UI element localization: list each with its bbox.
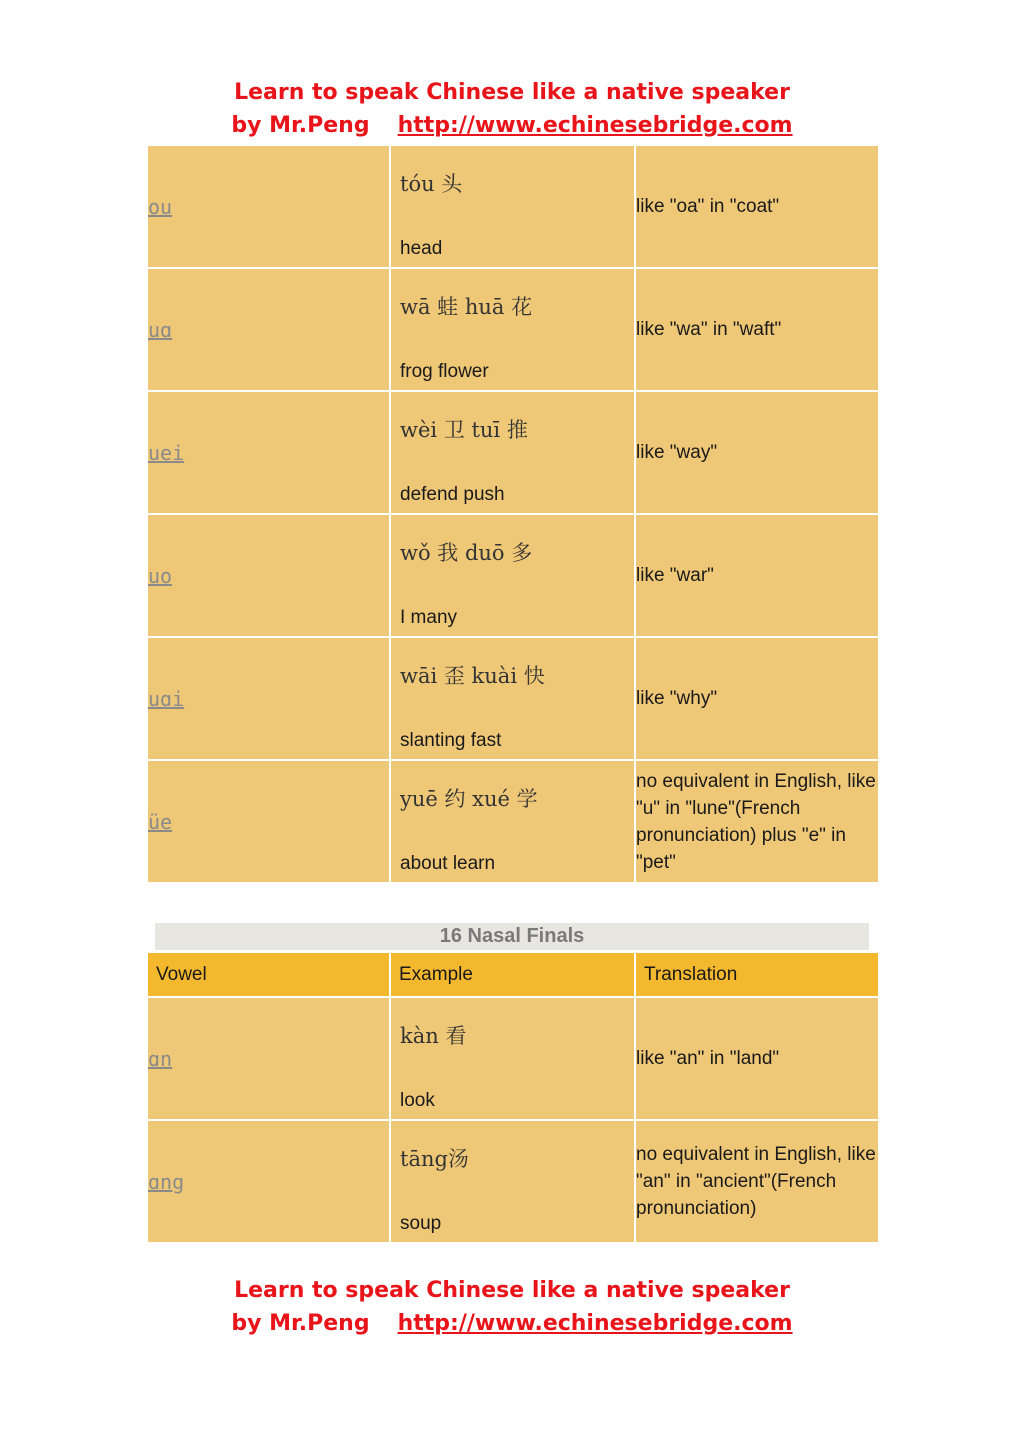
translation-cell: like "why"	[635, 637, 879, 760]
banner-author: by Mr.Peng	[231, 113, 370, 138]
example-cell	[390, 637, 635, 760]
translation-cell: no equivalent in English, like "an" in "ancient"(French pronunciation)	[635, 1120, 879, 1243]
translation-cell: no equivalent in English, like "u" in "lune"(French pronunciation) plus "e" in "pet"	[635, 760, 879, 883]
vowel-link[interactable]: ɑng	[147, 1120, 390, 1243]
translation-cell: like "war"	[635, 514, 879, 637]
example-gloss: frog flower	[400, 361, 489, 382]
table-row	[147, 637, 879, 760]
example-cell	[390, 514, 635, 637]
vowel-link[interactable]: ou	[147, 145, 390, 268]
example-pinyin: wā 蛙 huā 花	[400, 295, 533, 319]
column-header-translation: Translation	[635, 952, 879, 997]
table-row	[147, 760, 879, 883]
example-pinyin: kàn 看	[400, 1024, 467, 1048]
example-gloss: head	[400, 238, 443, 259]
example-cell	[390, 997, 635, 1120]
banner-author: by Mr.Peng	[231, 1311, 370, 1336]
example-cell	[390, 1120, 635, 1243]
example-pinyin: tāng汤	[400, 1147, 469, 1171]
example-pinyin: yuē 约 xué 学	[400, 787, 538, 811]
example-cell	[390, 268, 635, 391]
example-gloss: I many	[400, 607, 458, 628]
site-link[interactable]: http://www.echinesebridge.com	[397, 113, 793, 138]
example-gloss: soup	[400, 1213, 442, 1234]
table-header-row	[147, 952, 879, 997]
banner-byline	[0, 1307, 1024, 1340]
vowel-link[interactable]: uɑi	[147, 637, 390, 760]
example-gloss: look	[400, 1090, 435, 1111]
vowel-link[interactable]: uo	[147, 514, 390, 637]
example-gloss: slanting fast	[400, 730, 502, 751]
vowel-link[interactable]: uei	[147, 391, 390, 514]
finals-table	[146, 144, 880, 884]
banner-title: Learn to speak Chinese like a native speaker	[234, 80, 790, 105]
header-banner	[0, 76, 1024, 142]
site-link[interactable]: http://www.echinesebridge.com	[397, 1311, 793, 1336]
example-pinyin: wāi 歪 kuài 快	[400, 664, 545, 688]
example-pinyin: tóu 头	[400, 172, 463, 196]
banner-byline	[0, 109, 1024, 142]
vowel-link[interactable]: uɑ	[147, 268, 390, 391]
example-cell	[390, 391, 635, 514]
banner-title: Learn to speak Chinese like a native speaker	[234, 1278, 790, 1303]
footer-banner	[0, 1274, 1024, 1340]
example-gloss: about learn	[400, 853, 496, 874]
example-pinyin: wèi 卫 tuī 推	[400, 418, 528, 442]
translation-cell: like "oa" in "coat"	[635, 145, 879, 268]
table-row	[147, 391, 879, 514]
vowel-link[interactable]: ɑn	[147, 997, 390, 1120]
translation-cell: like "wa" in "waft"	[635, 268, 879, 391]
example-pinyin: wǒ 我 duō 多	[400, 541, 533, 565]
table-row	[147, 1120, 879, 1243]
table-row	[147, 997, 879, 1120]
translation-cell: like "an" in "land"	[635, 997, 879, 1120]
example-cell	[390, 760, 635, 883]
translation-cell: like "way"	[635, 391, 879, 514]
nasal-finals-table	[146, 951, 880, 1244]
example-cell	[390, 145, 635, 268]
table-row	[147, 145, 879, 268]
column-header-vowel: Vowel	[147, 952, 390, 997]
vowel-link[interactable]: üe	[147, 760, 390, 883]
column-header-example: Example	[390, 952, 635, 997]
table-row	[147, 514, 879, 637]
example-gloss: defend push	[400, 484, 505, 505]
section-title: 16 Nasal Finals	[155, 923, 869, 950]
table-row	[147, 268, 879, 391]
